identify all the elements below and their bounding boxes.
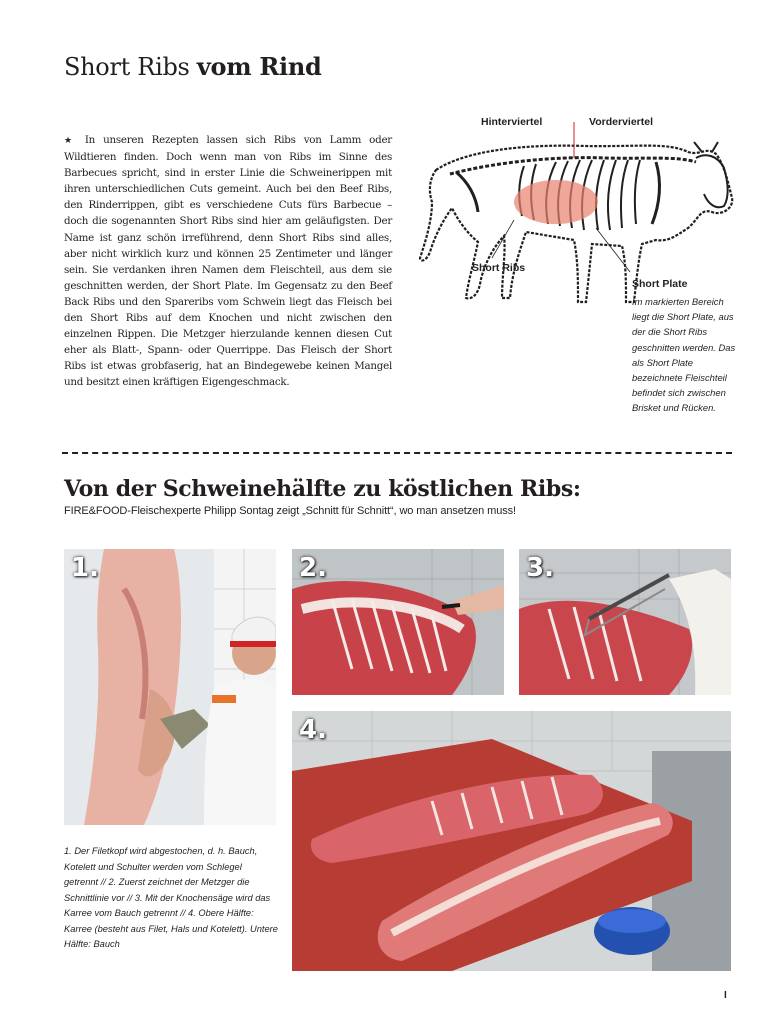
- steps-caption: 1. Der Filetkopf wird abgestochen, d. h. Bauch, Kotelett und Schulter werden vom Schlegel getrennt // 2. Zuerst zeichnet der Metzger die Schnittlinie vor // 3. Mit der Knochensäge wird das Karree vom Bauch getrennt // 4. Obere Hälfte: Karree (besteht aus Filet, Hals und Kotelett). Untere Hälfte: Bauch: [64, 846, 278, 949]
- title-light: Short Ribs: [64, 53, 190, 81]
- cow-caption: Im markierten Bereich liegt die Short Plate, aus der die Short Ribs geschnitten werden. Das als Short Plate bezeichnete Fleischteil befindet sich zwischen Brisket und Rücken.: [632, 296, 736, 414]
- label-short-ribs: Short Ribs: [472, 262, 526, 274]
- cow-pelvis: [456, 172, 478, 212]
- cow-skull: [696, 155, 728, 207]
- section-heading: Von der Schweinehälfte zu köstlichen Ribs:: [64, 476, 581, 502]
- step-4-number: 4.: [299, 715, 327, 745]
- short-ribs-pointer: [492, 220, 514, 258]
- page-title: [64, 52, 321, 81]
- short-plate-pointer: [596, 228, 630, 272]
- step-3-photo: [519, 549, 731, 695]
- star-icon: ★: [64, 136, 77, 146]
- section-divider: [62, 452, 732, 454]
- step-1-photo: [64, 549, 276, 825]
- title-bold: vom Rind: [196, 52, 322, 81]
- label-vorderviertel: Vorderviertel: [589, 116, 653, 128]
- page-mark: I: [724, 990, 727, 1001]
- step-3-number: 3.: [526, 553, 554, 583]
- step-2-number: 2.: [299, 553, 327, 583]
- short-plate-highlight: [514, 180, 598, 224]
- intro-text: In unseren Rezepten lassen sich Ribs von Lamm oder Wildtieren finden. Doch wenn man von Ribs im Sinne des Barbecues spricht, sind in erster Linie die Schweinerippen mit ihren unterschiedlichen Cuts gemeint. Auch bei den Beef Ribs, den Rinderrippen, gibt es verschiedene Cuts fürs Barbecue – doch die sogenannten Short Ribs sind hier am geläufigsten. Der Name ist ganz schön irreführend, denn Short Ribs sind alles, aber nicht wirklich kurz und können 25 Zentimeter und länger sein. Sie verdanken ihren Namen dem Fleischteil, aus dem sie geschnitten werden, der Short Plate. Im Gegensatz zu den Beef Back Ribs und den Spareribs vom Schwein liegt das Fleisch bei den Short Ribs auf dem Knochen und nicht zwischen den einzelnen Rippen. Die Metzger hierzulande kennen diesen Cut eher als Blatt-, Spann- oder Querrippe. Das Fleisch der Short Ribs ist etwas grobfaserig, hat an Bindegewebe keinen Mangel und besitzt einen kräftigen Eigengeschmack.: [64, 134, 392, 389]
- section-subheading: FIRE&FOOD-Fleischexperte Philipp Sontag zeigt „Schnitt für Schnitt“, wo man ansetzen muss!: [64, 505, 516, 517]
- cow-scapula: [652, 162, 659, 224]
- step-2-photo: [292, 549, 504, 695]
- label-short-plate: Short Plate: [632, 278, 688, 290]
- step-1-number: 1.: [71, 553, 99, 583]
- step-1-image: [64, 549, 276, 825]
- step-4-image: [292, 711, 731, 971]
- step-4-photo: [292, 711, 731, 971]
- intro-paragraph: [64, 132, 392, 391]
- label-hinterviertel: Hinterviertel: [481, 116, 543, 128]
